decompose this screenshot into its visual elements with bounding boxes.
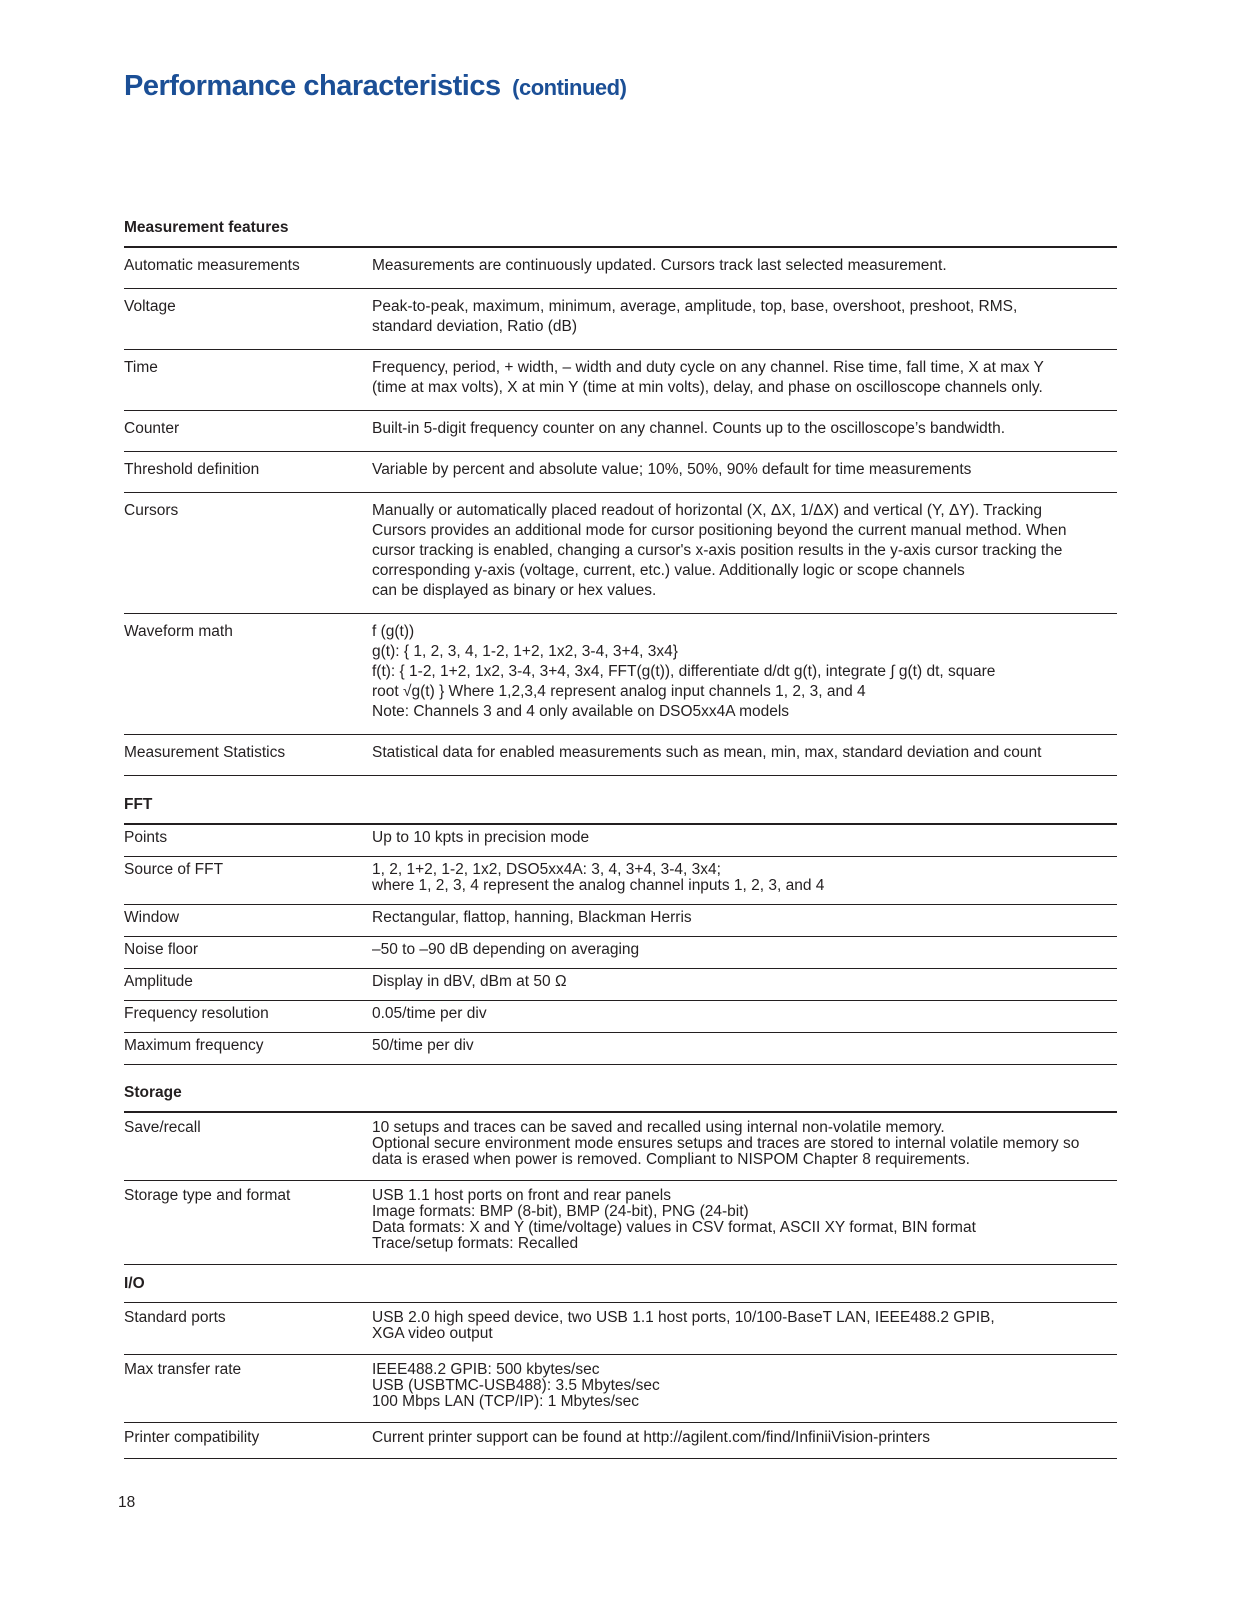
spec-row: [124, 825, 1117, 857]
spec-label: Storage type and format: [124, 1187, 291, 1204]
spec-value: IEEE488.2 GPIB: 500 kbytes/sec USB (USBTMC-USB488): 3.5 Mbytes/sec 100 Mbps LAN (TCP/IP): 1 Mbytes/sec: [372, 1361, 660, 1410]
spec-label: Cursors: [124, 502, 179, 519]
spec-row: [124, 350, 1117, 411]
spec-label: Points: [124, 829, 168, 846]
spec-row: [124, 1001, 1117, 1033]
page-number: 18: [118, 1494, 136, 1511]
spec-value: Rectangular, flattop, hanning, Blackman Herris: [372, 909, 692, 926]
document-page: [124, 68, 1117, 1459]
spec-value: Current printer support can be found at http://agilent.com/find/InfiniiVision-printers: [372, 1429, 931, 1446]
spec-label: Frequency resolution: [124, 1005, 269, 1022]
spec-row: [124, 937, 1117, 969]
spec-row: [124, 1113, 1117, 1181]
spec-row: [124, 452, 1117, 493]
spec-value: Variable by percent and absolute value; 10%, 50%, 90% default for time measurements: [372, 461, 972, 478]
page-subtitle: (continued): [512, 75, 627, 100]
section-io: [124, 1265, 1117, 1459]
spec-value: –50 to –90 dB depending on averaging: [372, 941, 640, 958]
spec-value: USB 1.1 host ports on front and rear panels Image formats: BMP (8-bit), BMP (24-bit), PNG (24-bit) Data formats: X and Y (time/voltage) values in CSV format, ASCII XY format, BIN format Trace/setup formats: Recalled: [372, 1187, 976, 1252]
spec-value: 10 setups and traces can be saved and recalled using internal non-volatile memory. Optional secure environment mode ensures setups and traces are stored to internal volatile memory so data is erased when power is removed. Compliant to NISPOM Chapter 8 requirements.: [372, 1119, 1080, 1168]
spec-value: Built-in 5-digit frequency counter on any channel. Counts up to the oscilloscope’s bandwidth.: [372, 420, 1006, 437]
spec-row: [124, 1355, 1117, 1423]
section-heading: Measurement features: [124, 219, 1117, 248]
spec-value: USB 2.0 high speed device, two USB 1.1 host ports, 10/100-BaseT LAN, IEEE488.2 GPIB, XGA video output: [372, 1309, 995, 1342]
spec-label: Time: [124, 359, 158, 376]
section-heading: FFT: [124, 796, 1117, 825]
spec-value: 50/time per div: [372, 1037, 474, 1054]
spec-row: [124, 493, 1117, 614]
page-title-text: Performance characteristics: [124, 70, 501, 102]
spec-value: Frequency, period, + width, – width and duty cycle on any channel. Rise time, fall time, X at max Y (time at max volts), X at min Y (time at min volts), delay, and phase on oscilloscope channels only.: [372, 359, 1044, 396]
spec-label: Standard ports: [124, 1309, 226, 1326]
spec-row: [124, 1303, 1117, 1355]
section-fft: [124, 796, 1117, 1065]
spec-value: Statistical data for enabled measurements such as mean, min, max, standard deviation and count: [372, 744, 1042, 761]
spec-row: [124, 735, 1117, 776]
spec-label: Printer compatibility: [124, 1429, 260, 1446]
spec-row: [124, 857, 1117, 905]
spec-label: Amplitude: [124, 973, 193, 990]
spec-value: Up to 10 kpts in precision mode: [372, 829, 590, 846]
spec-label: Threshold definition: [124, 461, 260, 478]
spec-row: [124, 248, 1117, 289]
spec-value: Manually or automatically placed readout of horizontal (X, ΔX, 1/ΔX) and vertical (Y, ΔY). Tracking Cursors provides an additional mode for cursor positioning beyond the current manual method. When cursor tracking is enabled, changing a cursor's x-axis position results in the y-axis cursor tracking the corresponding y-axis (voltage, current, etc.) value. Additionally logic or scope channels can be displayed as binary or hex values.: [372, 502, 1067, 599]
spec-label: Window: [124, 909, 180, 926]
spec-row: [124, 1181, 1117, 1265]
spec-label: Max transfer rate: [124, 1361, 242, 1378]
page-title: [124, 68, 1117, 106]
spec-value: 1, 2, 1+2, 1-2, 1x2, DSO5xx4A: 3, 4, 3+4, 3-4, 3x4; where 1, 2, 3, 4 represent the analog channel inputs 1, 2, 3, and 4: [372, 861, 825, 894]
spec-row: [124, 969, 1117, 1001]
spec-label: Voltage: [124, 298, 176, 315]
spec-row: [124, 905, 1117, 937]
section-storage: [124, 1084, 1117, 1265]
spec-label: Maximum frequency: [124, 1037, 264, 1054]
spec-value: Measurements are continuously updated. Cursors track last selected measurement.: [372, 257, 947, 274]
spec-value: Display in dBV, dBm at 50 Ω: [372, 973, 567, 990]
spec-row: [124, 614, 1117, 735]
section-heading: Storage: [124, 1084, 1117, 1113]
spec-value: 0.05/time per div: [372, 1005, 487, 1022]
section-heading: I/O: [124, 1265, 1117, 1303]
section-measurement-features: [124, 219, 1117, 776]
spec-value: f (g(t)) g(t): { 1, 2, 3, 4, 1-2, 1+2, 1x2, 3-4, 3+4, 3x4} f(t): { 1-2, 1+2, 1x2, 3-4, 3+4, 3x4, FFT(g(t)), differentiate d/dt g(t), integrate ∫ g(t) dt, square root √g(t) } Where 1,2,3,4 represent analog input channels 1, 2, 3, and 4 Note: Channels 3 and 4 only available on DSO5xx4A models: [372, 623, 996, 720]
spec-row: [124, 289, 1117, 350]
spec-label: Source of FFT: [124, 861, 224, 878]
spec-label: Noise floor: [124, 941, 199, 958]
spec-label: Waveform math: [124, 623, 233, 640]
spec-label: Counter: [124, 420, 180, 437]
spec-row: [124, 411, 1117, 452]
spec-label: Automatic measurements: [124, 257, 300, 274]
spec-value: Peak-to-peak, maximum, minimum, average, amplitude, top, base, overshoot, preshoot, RMS, standard deviation, Ratio (dB): [372, 298, 1018, 335]
spec-row: [124, 1423, 1117, 1459]
spec-row: [124, 1033, 1117, 1065]
spec-label: Measurement Statistics: [124, 744, 286, 761]
spec-label: Save/recall: [124, 1119, 201, 1136]
